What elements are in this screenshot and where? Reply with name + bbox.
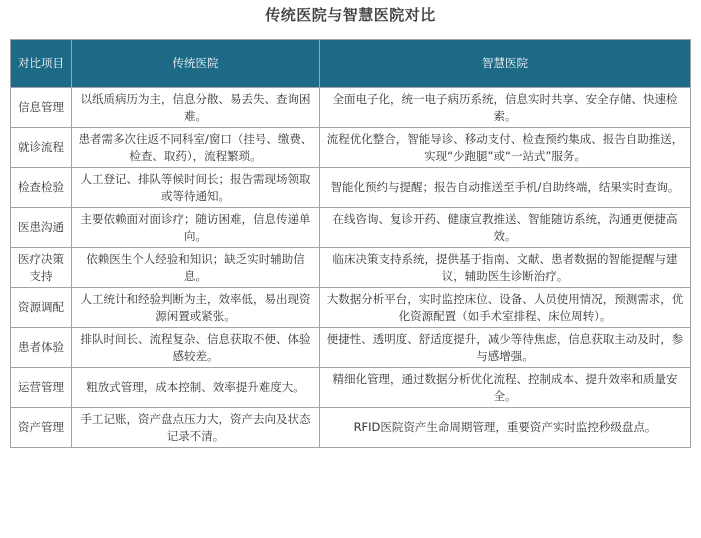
row-smart: 智能化预约与提醒；报告自动推送至手机/自助终端，结果实时查询。 (320, 168, 691, 208)
row-traditional: 人工统计和经验判断为主，效率低，易出现资源闲置或紧张。 (72, 288, 320, 328)
table-row (11, 88, 691, 128)
row-item: 检查检验 (11, 168, 72, 208)
table-row (11, 288, 691, 328)
row-traditional: 主要依赖面对面诊疗；随访困难，信息传递单向。 (72, 208, 320, 248)
row-item: 医患沟通 (11, 208, 72, 248)
row-smart: 便捷性、透明度、舒适度提升，减少等待焦虑，信息获取主动及时，参与感增强。 (320, 328, 691, 368)
header-smart: 智慧医院 (320, 40, 691, 88)
row-traditional: 依赖医生个人经验和知识；缺乏实时辅助信息。 (72, 248, 320, 288)
table-row (11, 248, 691, 288)
row-smart: 精细化管理，通过数据分析优化流程、控制成本、提升效率和质量安全。 (320, 368, 691, 408)
table-header-row (11, 40, 691, 88)
row-smart: RFID医院资产生命周期管理，重要资产实时监控秒级盘点。 (320, 408, 691, 448)
row-traditional: 排队时间长、流程复杂、信息获取不便、体验感较差。 (72, 328, 320, 368)
header-traditional: 传统医院 (72, 40, 320, 88)
row-smart: 临床决策支持系统，提供基于指南、文献、患者数据的智能提醒与建议，辅助医生诊断治疗。 (320, 248, 691, 288)
row-traditional: 粗放式管理，成本控制、效率提升难度大。 (72, 368, 320, 408)
row-smart: 流程优化整合，智能导诊、移动支付、检查预约集成、报告自助推送，实现“少跑腿”或“一站式”服务。 (320, 128, 691, 168)
page-title: 传统医院与智慧医院对比 (265, 6, 436, 24)
row-item: 资源调配 (11, 288, 72, 328)
row-item: 就诊流程 (11, 128, 72, 168)
comparison-table (10, 39, 691, 448)
table-row (11, 328, 691, 368)
table-row (11, 208, 691, 248)
row-item: 资产管理 (11, 408, 72, 448)
row-item: 信息管理 (11, 88, 72, 128)
row-item: 患者体验 (11, 328, 72, 368)
table-row (11, 168, 691, 208)
row-traditional: 人工登记、排队等候时间长；报告需现场领取或等待通知。 (72, 168, 320, 208)
row-traditional: 患者需多次往返不同科室/窗口（挂号、缴费、检查、取药），流程繁琐。 (72, 128, 320, 168)
row-smart: 在线咨询、复诊开药、健康宣教推送、智能随访系统，沟通更便捷高效。 (320, 208, 691, 248)
row-traditional: 手工记账，资产盘点压力大，资产去向及状态记录不清。 (72, 408, 320, 448)
row-item: 运营管理 (11, 368, 72, 408)
row-smart: 大数据分析平台，实时监控床位、设备、人员使用情况，预测需求，优化资源配置（如手术室排程、床位周转）。 (320, 288, 691, 328)
row-item: 医疗决策支持 (11, 248, 72, 288)
table-row (11, 128, 691, 168)
header-item: 对比项目 (11, 40, 72, 88)
row-traditional: 以纸质病历为主，信息分散、易丢失、查询困难。 (72, 88, 320, 128)
row-smart: 全面电子化，统一电子病历系统，信息实时共享、安全存储、快速检索。 (320, 88, 691, 128)
table-row (11, 408, 691, 448)
table-row (11, 368, 691, 408)
